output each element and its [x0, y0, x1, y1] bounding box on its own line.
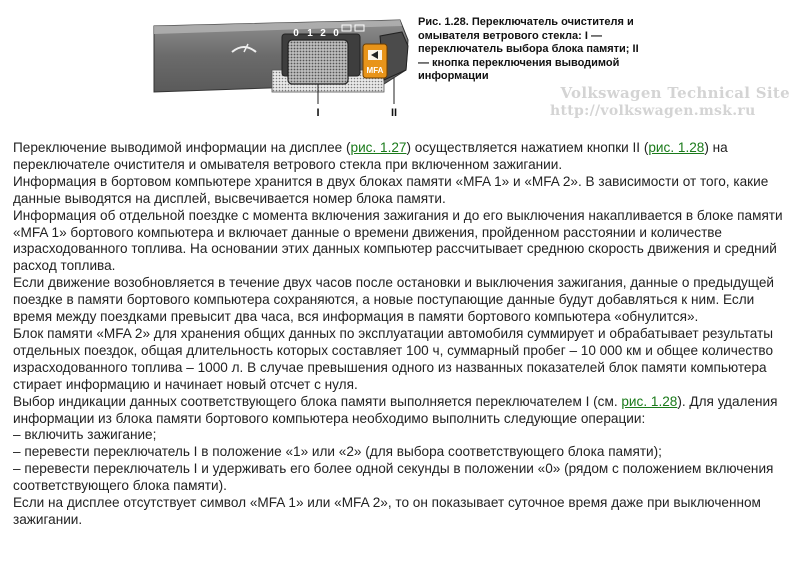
- figure-caption: Рис. 1.28. Переключатель очистителя и омывателя ветрового стекла: I — переключатель выбора блока памяти; II — кнопка переключения выводимой информации: [418, 16, 639, 83]
- mfa-button-label: MFA: [366, 66, 384, 75]
- paragraph-4: Если движение возобновляется в течение двух часов после остановки и выключения зажигания, данные о предыдущей поездке в памяти бортового компьютера сохраняются, а новые поступающие данные будут добавляться к ним. Если время между поездками превысит два часа, вся информация в памяти бортового компьютера «обнулится».: [13, 275, 774, 325]
- list-item-1: – включить зажигание;: [13, 427, 157, 443]
- switch-figure: [152, 14, 414, 118]
- list-item-2: – перевести переключатель I в положение «1» или «2» (для выбора соответствующего блока памяти);: [13, 444, 662, 460]
- position-label-0b: 0: [333, 28, 339, 39]
- paragraph-7: Если на дисплее отсутствует символ «MFA 1» или «MFA 2», то он показывает суточное время даже при выключенном зажигании.: [13, 495, 761, 527]
- figure-link-1-28[interactable]: рис. 1.28: [648, 140, 705, 155]
- figure-link-1-28-b[interactable]: рис. 1.28: [621, 393, 678, 409]
- paragraph-5: Блок памяти «MFA 2» для хранения общих данных по эксплуатации автомобиля суммирует и обрабатывает результаты отдельных поездок, общая длительность которых составляет 100 ч, суммарный пробег – 10 000 км и общее количество израсходованного топлива – 1000 л. В случае превышения одного из названных показателей блок памяти компьютера стирает информацию и начинает новый отсчет с нуля.: [13, 325, 774, 392]
- paragraph-3: Информация об отдельной поездке с момента включения зажигания и до его выключения накапливается в блоке памяти «MFA 1» бортового компьютера и включает данные о времени движения, пройденном расстоянии и количестве израсходованного топлива. На основании этих данных компьютер рассчитывает среднюю скорость движения и средний расход топлива.: [13, 207, 783, 274]
- watermark-url: http://volkswagen.msk.ru: [550, 103, 756, 119]
- wiper-switch-illustration: [152, 14, 414, 118]
- paragraph-1: Переключение выводимой информации на дисплее (рис. 1.27) осуществляется нажатием кнопки II (рис. 1.28) на переключателе очистителя и омывателя ветрового стекла при включенном зажигании.: [13, 140, 728, 172]
- memory-select-ring: [288, 40, 348, 84]
- position-label-1: 1: [307, 28, 313, 39]
- callout-label-1: I: [316, 107, 320, 118]
- list-item-3: – перевести переключатель I и удерживать его более одной секунды в положении «0» (рядом с положением включения соответствующего блока памяти).: [13, 461, 774, 494]
- callout-label-2: II: [390, 107, 398, 118]
- figure-link-1-27[interactable]: рис. 1.27: [350, 140, 407, 155]
- watermark: [550, 84, 790, 120]
- position-label-0: 0: [293, 28, 299, 39]
- paragraph-6: Выбор индикации данных соответствующего блока памяти выполняется переключателем I (см. рис. 1.28). Для удаления информации из блока памяти бортового компьютера необходимо выполнить следующие операции:: [13, 393, 778, 426]
- paragraph-2: Информация в бортовом компьютере хранится в двух блоках памяти «MFA 1» и «MFA 2». В зависимости от того, какие данные выводятся на дисплей, высвечивается номер блока памяти.: [13, 173, 769, 206]
- article-body: [13, 140, 785, 529]
- position-label-2: 2: [320, 28, 326, 39]
- watermark-title: Volkswagen Technical Site: [560, 84, 790, 102]
